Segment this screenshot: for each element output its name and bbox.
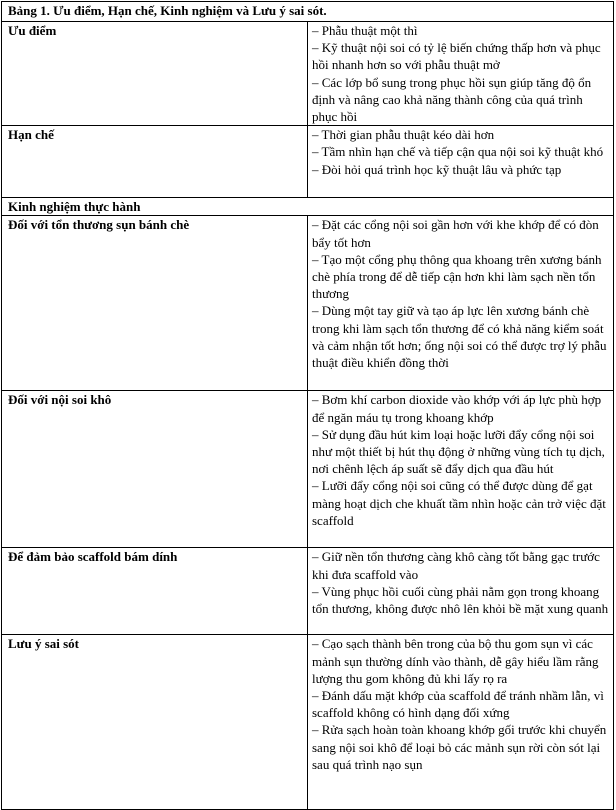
table-row-pitfalls	[2, 635, 614, 810]
list-item: – Đòi hỏi quá trình học kỹ thuật lâu và phức tạp	[312, 161, 562, 177]
section-heading-row	[2, 198, 614, 216]
row-content-scaffold	[308, 548, 614, 635]
caption-row	[2, 2, 614, 22]
row-label-dry-arthroscopy: Đối với nội soi khô	[2, 391, 308, 548]
row-label-advantages: Ưu điểm	[2, 22, 308, 126]
list-item: – Tạo một cổng phụ thông qua khoang trên xương bánh chè phía trong để dễ tiếp cận hơn khi làm sạch nền tổn thương	[312, 251, 602, 302]
section-heading: Kinh nghiệm thực hành	[2, 198, 614, 216]
list-item: – Phẫu thuật một thì	[312, 23, 418, 38]
list-item: – Kỹ thuật nội soi có tỷ lệ biến chứng thấp hơn và phục hồi nhanh hơn so với phẫu thuật mở	[312, 40, 601, 73]
table-row-patella	[2, 216, 614, 391]
list-item: – Rửa sạch hoàn toàn khoang khớp gối trước khi chuyển sang nội soi khô để loại bỏ các mảnh sụn rời còn sót lại sau quá trình nạo sụn	[312, 722, 607, 772]
list-item: – Sử dụng đầu hút kim loại hoặc lưỡi đẩy cổng nội soi như một thiết bị hút thụ động ở những vùng tích tụ dịch, nơi chênh lệch áp suất sẽ đẩy dịch qua đầu hút	[312, 426, 605, 477]
list-item: – Đặt các cổng nội soi gần hơn với khe khớp để có đòn bẩy tốt hơn	[312, 217, 599, 250]
list-item: – Cạo sạch thành bên trong của bộ thu gom sụn vì các mảnh sụn thường dính vào thành, dễ gây hiểu lầm rằng lượng thu gom không đủ khi lấy rọ ra	[312, 636, 599, 686]
list-item: – Tầm nhìn hạn chế và tiếp cận qua nội soi kỹ thuật khó	[312, 144, 604, 160]
row-content-dry-arthroscopy	[308, 391, 614, 548]
row-label-patella: Đối với tổn thương sụn bánh chè	[2, 216, 308, 391]
row-label-pitfalls: Lưu ý sai sót	[2, 635, 308, 810]
list-item: – Các lớp bổ sung trong phục hồi sụn giúp tăng độ ổn định và nâng cao khả năng thành công của quá trình phục hồi	[312, 74, 592, 125]
list-item: – Giữ nền tổn thương càng khô càng tốt bằng gạc trước khi đưa scaffold vào	[312, 549, 600, 582]
list-item: – Thời gian phẫu thuật kéo dài hơn	[312, 127, 495, 143]
list-item: – Dùng một tay giữ và tạo áp lực lên xương bánh chè trong khi làm sạch tổn thương để có khả năng kiểm soát và cảm nhận tốt hơn; ống nội soi có thể được trợ lý phẫu thuật điều khiển đồng thời	[312, 303, 607, 371]
list-item: – Lưỡi đẩy cổng nội soi cũng có thể được dùng để gạt màng hoạt dịch che khuất tầm nhìn hoặc cản trở việc đặt scaffold	[312, 478, 606, 528]
list-item: – Vùng phục hồi cuối cùng phải nằm gọn trong khoang tổn thương, không được nhô lên khỏi bề mặt xung quanh	[312, 583, 609, 617]
table-row-limitations	[2, 126, 614, 198]
row-label-limitations: Hạn chế	[2, 126, 308, 198]
row-content-pitfalls	[308, 635, 614, 810]
row-label-scaffold: Để đảm bảo scaffold bám dính	[2, 548, 308, 635]
summary-table	[1, 1, 614, 810]
list-item: – Bơm khí carbon dioxide vào khớp với áp lực phù hợp để ngăn máu tụ trong khoang khớp	[312, 392, 602, 425]
table-row-scaffold	[2, 548, 614, 635]
table-caption: Bảng 1. Ưu điểm, Hạn chế, Kinh nghiệm và Lưu ý sai sót.	[2, 2, 614, 22]
list-item: – Đánh dấu mặt khớp của scaffold để tránh nhầm lẫn, vì scaffold không có hình dạng đối xứng	[312, 688, 604, 721]
row-content-patella	[308, 216, 614, 391]
row-content-advantages	[308, 22, 614, 126]
table-row-advantages	[2, 22, 614, 126]
row-content-limitations	[308, 126, 614, 198]
table-row-dry-arthroscopy	[2, 391, 614, 548]
